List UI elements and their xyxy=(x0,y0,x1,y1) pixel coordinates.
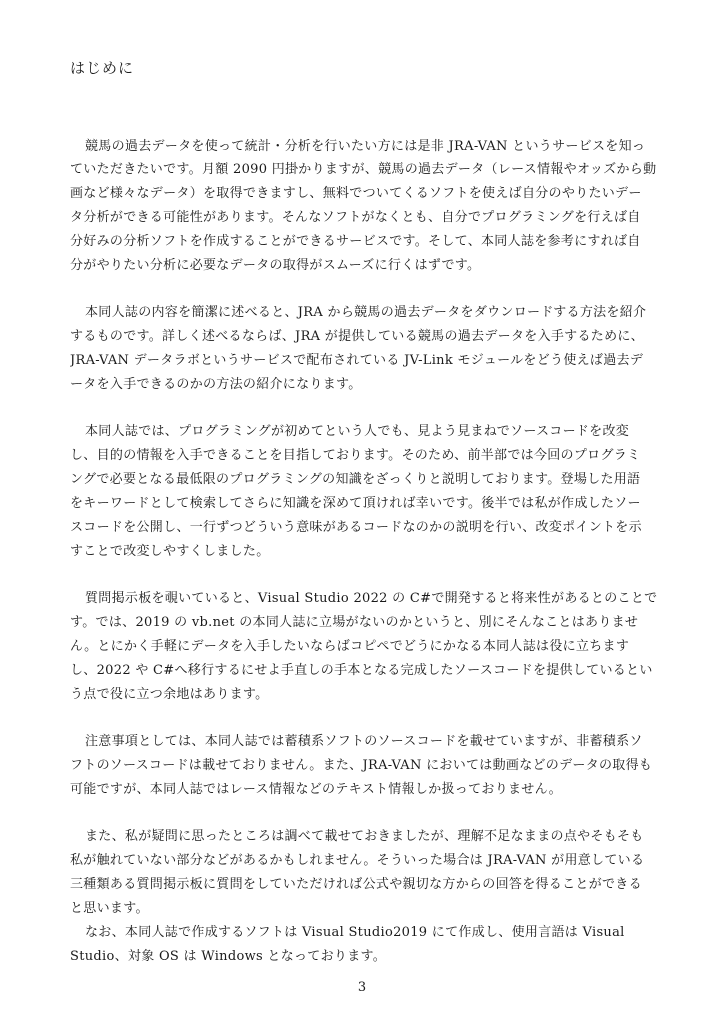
paragraph-5-line-2: フトのソースコードは載せておりません。また、JRA-VAN においては動画などのデータの取得も xyxy=(70,758,653,773)
page-number: 3 xyxy=(357,980,367,995)
paragraph-1-line-1: 競馬の過去データを使って統計・分析を行いたい方には是非 JRA-VAN というサービスを知っ xyxy=(85,139,646,154)
paragraph-6-line-3: 三種類ある質問掲示板に質問をしていただければ公式や親切な方からの回答を得ることができる xyxy=(70,877,642,892)
paragraph-3-line-2: し、目的の情報を入手できることを目指しております。そのため、前半部では今回のプログラミ xyxy=(70,448,641,463)
paragraph-1-line-5: 分好みの分析ソフトを作成することができるサービスです。そして、本同人誌を参考にすれば自 xyxy=(70,234,641,249)
paragraph-6-line-4: と思います。 xyxy=(70,901,149,916)
paragraph-3-line-4: をキーワードとして検索してさらに知識を深めて頂ければ幸いです。後半では私が作成したソー xyxy=(70,496,641,511)
paragraph-1-line-4: タ分析ができる可能性があります。そんなソフトがなくとも、自分でプログラミングを行えば自 xyxy=(70,210,641,225)
paragraph-2-line-2: するものです。詳しく述べるならば、JRA が提供している競馬の過去データを入手するために、 xyxy=(70,329,644,344)
paragraph-6-line-2: 私が触れていない部分などがあるかもしれません。そういった場合は JRA-VAN が用意している xyxy=(70,853,645,868)
paragraph-2-line-3: JRA-VAN データラボというサービスで配布されている JV-Link モジュールをどう使えば過去デ xyxy=(70,353,644,368)
paragraph-4-line-3: ん。とにかく手軽にデータを入手したいならばコピペでどうにかなる本同人誌は役に立ちます xyxy=(70,639,630,654)
paragraph-3-line-1: 本同人誌では、プログラミングが初めてという人でも、見よう見まねでソースコードを改変 xyxy=(85,424,630,439)
paragraph-1-line-6: 分がやりたい分析に必要なデータの取得がスムーズに行くはずです。 xyxy=(70,258,481,273)
section-heading: はじめに xyxy=(70,59,135,77)
paragraph-2-line-1: 本同人誌の内容を簡潔に述べると、JRA から競馬の過去データをダウンロードする方法を紹介 xyxy=(85,305,647,320)
paragraph-3-line-5: スコードを公開し、一行ずつどういう意味があるコードなのかの説明を行い、改変ポイントを示 xyxy=(70,520,642,535)
paragraph-4-line-4: し、2022 や C#へ移行するにせよ手直しの手本となる完成したソースコードを提供しているとい xyxy=(70,663,653,678)
paragraph-1-line-2: ていただきたいです。月額 2090 円掛かりますが、競馬の過去データ（レース情報やオッズから動 xyxy=(70,162,657,177)
paragraph-4-line-5: う点で役に立つ余地はあります。 xyxy=(70,687,269,702)
paragraph-4-line-1: 質問掲示板を覗いていると、Visual Studio 2022 の C#で開発すると将来性があるとのことで xyxy=(85,591,658,606)
paragraph-7-line-2: Studio、対象 OS は Windows となっております。 xyxy=(70,949,387,964)
paragraph-6-line-1: また、私が疑問に思ったところは調べて載せておきましたが、理解不足なままの点やそもそも xyxy=(85,829,644,844)
paragraph-3-line-3: ングで必要となる最低限のプログラミングの知識をざっくりと説明しております。登場した用語 xyxy=(70,472,641,487)
paragraph-5-line-1: 注意事項としては、本同人誌では蓄積系ソフトのソースコードを載せていますが、非蓄積系ソ xyxy=(85,734,643,749)
paragraph-3-line-6: すことで改変しやすくしました。 xyxy=(70,544,270,559)
paragraph-4-line-2: す。では、2019 の vb.net の本同人誌に立場がないのかというと、別にそんなことはありませ xyxy=(70,615,639,630)
paragraph-7-line-1: なお、本同人誌で作成するソフトは Visual Studio2019 にて作成し、使用言語は Visual xyxy=(85,925,625,940)
paragraph-2-line-4: ータを入手できるのかの方法の紹介になります。 xyxy=(70,377,362,392)
paragraph-5-line-3: 可能ですが、本同人誌ではレース情報などのテキスト情報しか扱っておりません。 xyxy=(70,782,562,797)
paragraph-1-line-3: 画など様々なデータ）を取得できますし、無料でついてくるソフトを使えば自分のやりたいデー xyxy=(70,186,642,201)
